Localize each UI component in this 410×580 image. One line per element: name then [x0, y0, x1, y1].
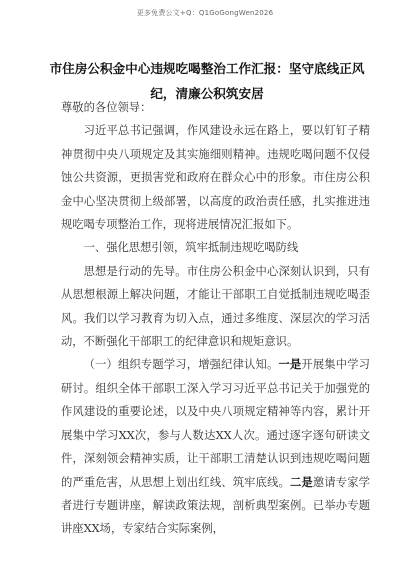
point-marker-2: 二是 [289, 474, 313, 489]
salutation: 尊敬的各位领导： [61, 101, 152, 114]
document-body [61, 96, 370, 541]
subsection-1-paragraph [61, 353, 370, 540]
section-1-intro-paragraph: 思想是行动的先导。市住房公积金中心深刻认识到，只有从思想根源上解决问题，才能让干部职工自觉抵制违规吃喝歪风。我们以学习教育为切入点，通过多维度、深层次的学习活动，不断强化干部职工的纪律意识和规矩意识。 [61, 264, 370, 349]
point-marker-1: 一是 [278, 357, 302, 372]
subsection-1-heading: （一）组织专题学习，增强纪律认知。 [83, 358, 279, 372]
section-1-heading: 一、强化思想引领，筑牢抵制违规吃喝防线 [83, 241, 299, 255]
point-text-1: 开展集中学习研讨。组织全体干部职工深入学习习近平总书记关于加强党的作风建设的重要论述，以及中央八项规定精神等内容，累计开展集中学习XX次，参与人数达XX人次。通过逐字逐句研读文件，深刻领会精神实质，让干部职工清楚认识到违规吃喝问题的严重危害，从思想上划出红线、筑牢底线。 [61, 358, 370, 489]
point-text-2: 邀请专家学者进行专题讲座，解读政策法规，剖析典型案例。已举办专题讲座XX场，专家结合实际案例， [61, 475, 370, 536]
intro-paragraph: 习近平总书记强调，作风建设永远在路上，要以钉钉子精神贯彻中央八项规定及其实施细则精神。违规吃喝问题不仅侵蚀公共资源，更损害党和政府在群众心中的形象。市住房公积金中心坚决贯彻上级部署，以高度的政治责任感，扎实推进违规吃喝专项整治工作，现将进展情况汇报如下。 [61, 124, 370, 232]
header-watermark: 更多免费公文+Q：Q1GoGongWen2026 [136, 9, 274, 17]
document-title: 市住房公积金中心违规吃喝整治工作汇报：坚守底线正风纪，清廉公积筑安居 [49, 61, 365, 101]
